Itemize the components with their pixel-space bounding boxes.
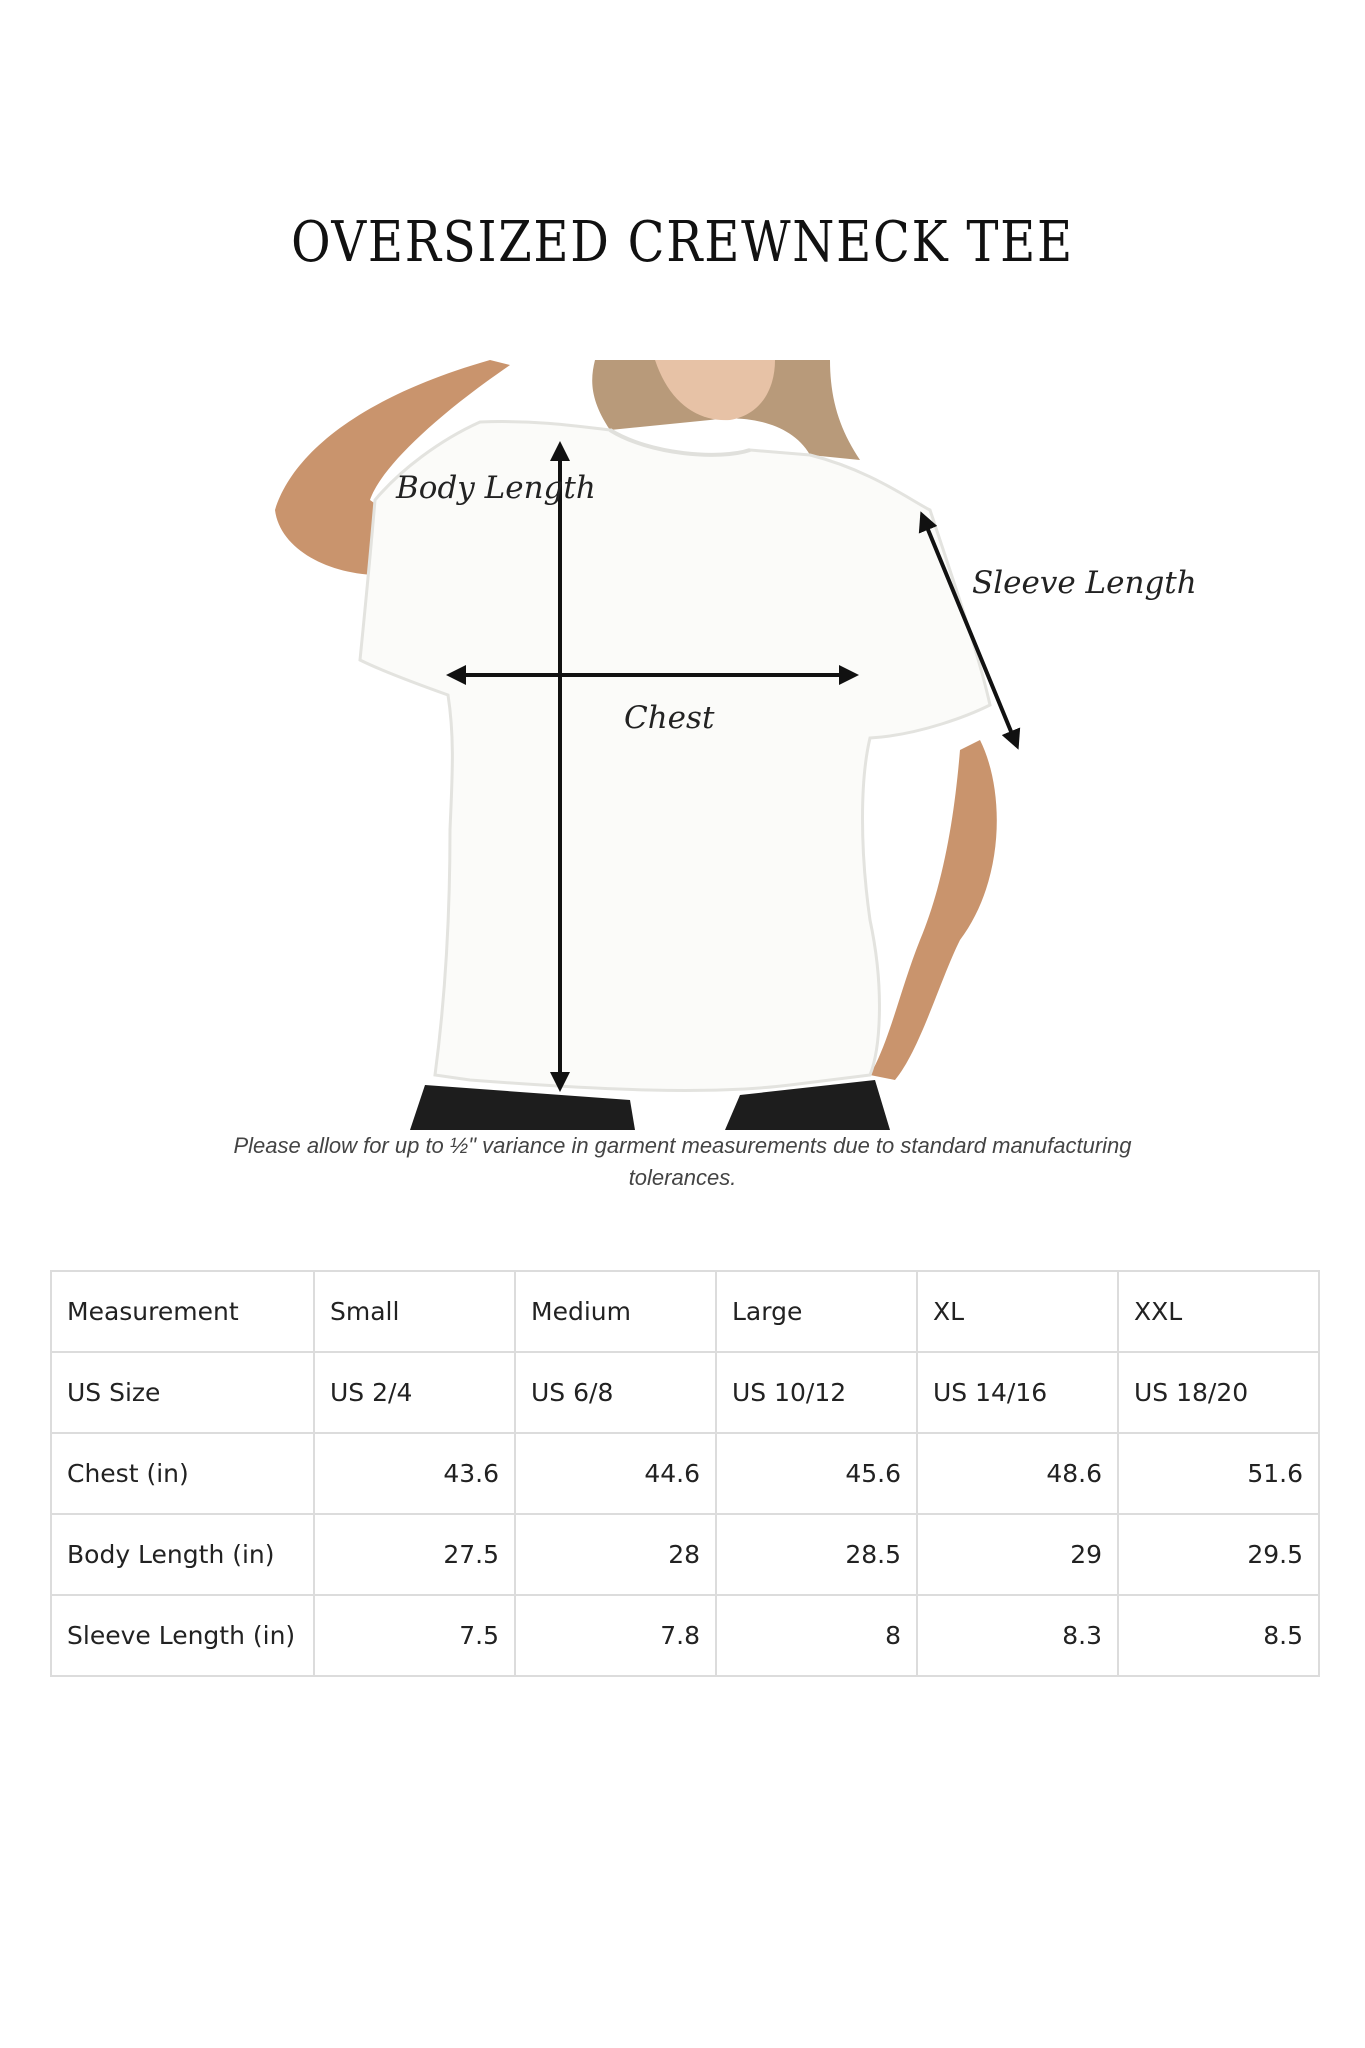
table-cell: 7.8 (515, 1595, 716, 1676)
table-cell: 51.6 (1118, 1433, 1319, 1514)
table-cell: US 2/4 (314, 1352, 515, 1433)
tee-shape (360, 422, 990, 1091)
table-row (51, 1514, 1319, 1595)
table-cell: 43.6 (314, 1433, 515, 1514)
leggings-left-shape (410, 1085, 635, 1130)
row-label-cell: Body Length (in) (51, 1514, 314, 1595)
lower-arm-shape (870, 740, 997, 1080)
table-row (51, 1352, 1319, 1433)
table-row (51, 1595, 1319, 1676)
table-cell: US 14/16 (917, 1352, 1118, 1433)
row-label-cell: US Size (51, 1352, 314, 1433)
table-cell: 29.5 (1118, 1514, 1319, 1595)
table-cell: 28.5 (716, 1514, 917, 1595)
table-cell: 44.6 (515, 1433, 716, 1514)
table-header-row (51, 1271, 1319, 1352)
header-cell: Small (314, 1271, 515, 1352)
table-row (51, 1433, 1319, 1514)
table-cell: 27.5 (314, 1514, 515, 1595)
page-title: OVERSIZED CREWNECK TEE (291, 210, 1074, 275)
table-cell: 45.6 (716, 1433, 917, 1514)
table-cell: US 18/20 (1118, 1352, 1319, 1433)
table-cell: 48.6 (917, 1433, 1118, 1514)
table-cell: 8 (716, 1595, 917, 1676)
sleeve-length-label: Sleeve Length (972, 565, 1197, 601)
table-cell: 8.3 (917, 1595, 1118, 1676)
table-cell: US 6/8 (515, 1352, 716, 1433)
chest-label: Chest (624, 700, 715, 736)
header-cell: Measurement (51, 1271, 314, 1352)
header-cell: XL (917, 1271, 1118, 1352)
table-cell: US 10/12 (716, 1352, 917, 1433)
header-cell: Medium (515, 1271, 716, 1352)
variance-note: Please allow for up to ½" variance in garment measurements due to standard manufacturing tolerances. (233, 1133, 1132, 1190)
table-cell: 28 (515, 1514, 716, 1595)
table-cell: 29 (917, 1514, 1118, 1595)
row-label-cell: Sleeve Length (in) (51, 1595, 314, 1676)
size-chart-table (50, 1270, 1320, 1677)
table-cell: 8.5 (1118, 1595, 1319, 1676)
tee-measurement-figure (270, 360, 1197, 1130)
header-cell: Large (716, 1271, 917, 1352)
tee-illustration (270, 360, 1050, 1130)
header-cell: XXL (1118, 1271, 1319, 1352)
row-label-cell: Chest (in) (51, 1433, 314, 1514)
body-length-label: Body Length (396, 470, 596, 506)
table-cell: 7.5 (314, 1595, 515, 1676)
